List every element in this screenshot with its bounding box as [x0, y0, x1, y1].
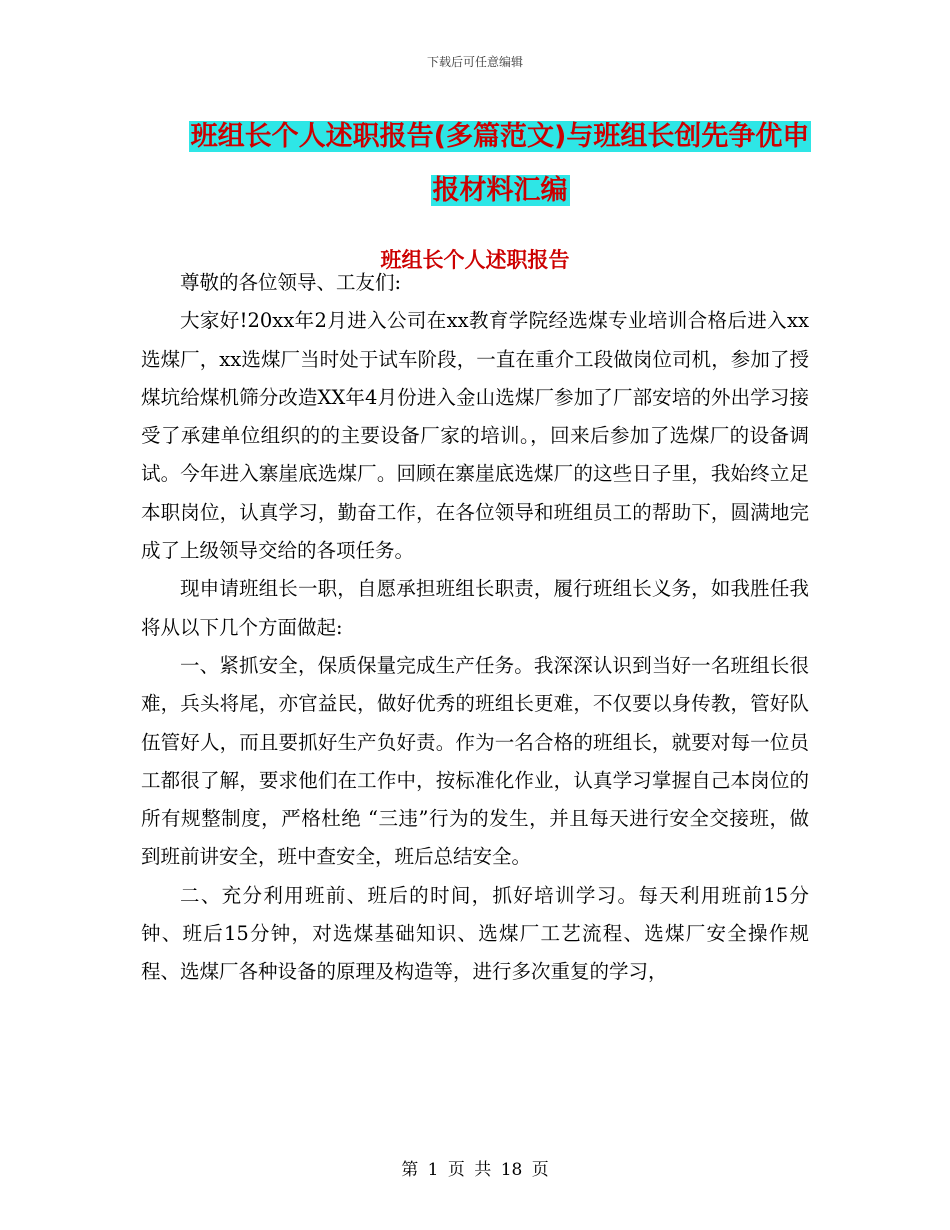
document-body [141, 264, 809, 992]
document-title [140, 110, 860, 218]
header-note: 下载后可任意编辑 [426, 55, 523, 69]
page-number: 第 1 页 共 18 页 [401, 1160, 549, 1180]
document-title-line-2: 报材料汇编 [432, 175, 568, 206]
paragraph-point-one: 一、紧抓安全，保质保量完成生产任务。我深深认识到当好一名班组长很难，兵头将尾，亦官益民，做好优秀的班组长更难，不仅要以身传教，管好队伍管好人，而且要抓好生产负好责。作为一名合格的班组长，就要对每一位员工都很了解，要求他们在工作中，按标准化作业，认真学习掌握自己本岗位的所有规整制度，严格杜绝 “三违”行为的发生，并且每天进行安全交接班，做到班前讲安全，班中查安全，班后总结安全。 [141, 653, 809, 869]
document-title-line-1: 班组长个人述职报告(多篇范文)与班组长创先争优申 [190, 121, 810, 152]
paragraph-salutation: 尊敬的各位领导、工友们: [180, 271, 402, 294]
section-title: 班组长个人述职报告 [380, 248, 570, 272]
paragraph-point-two: 二、充分利用班前、班后的时间，抓好培训学习。每天利用班前15分钟、班后15分钟，对选煤基础知识、选煤厂工艺流程、选煤厂安全操作规程、选煤厂各种设备的原理及构造等，进行多次重复的学习， [141, 883, 809, 984]
paragraph-application: 现申请班组长一职，自愿承担班组长职责，履行班组长义务，如我胜任我将从以下几个方面做起: [141, 577, 809, 639]
paragraph-introduction: 大家好!20xx年2月进入公司在xx教育学院经选煤专业培训合格后进入xx选煤厂，xx选煤厂当时处于试车阶段，一直在重介工段做岗位司机，参加了授煤坑给煤机筛分改造XX年4月份进入金山选煤厂参加了厂部安培的外出学习接受了承建单位组织的的主要设备厂家的培训。，回来后参加了选煤厂的设备调试。今年进入寨崖底选煤厂。回顾在寨崖底选煤厂的这些日子里，我始终立足本职岗位，认真学习，勤奋工作，在各位领导和班组员工的帮助下，圆满地完成了上级领导交给的各项任务。 [141, 309, 809, 563]
